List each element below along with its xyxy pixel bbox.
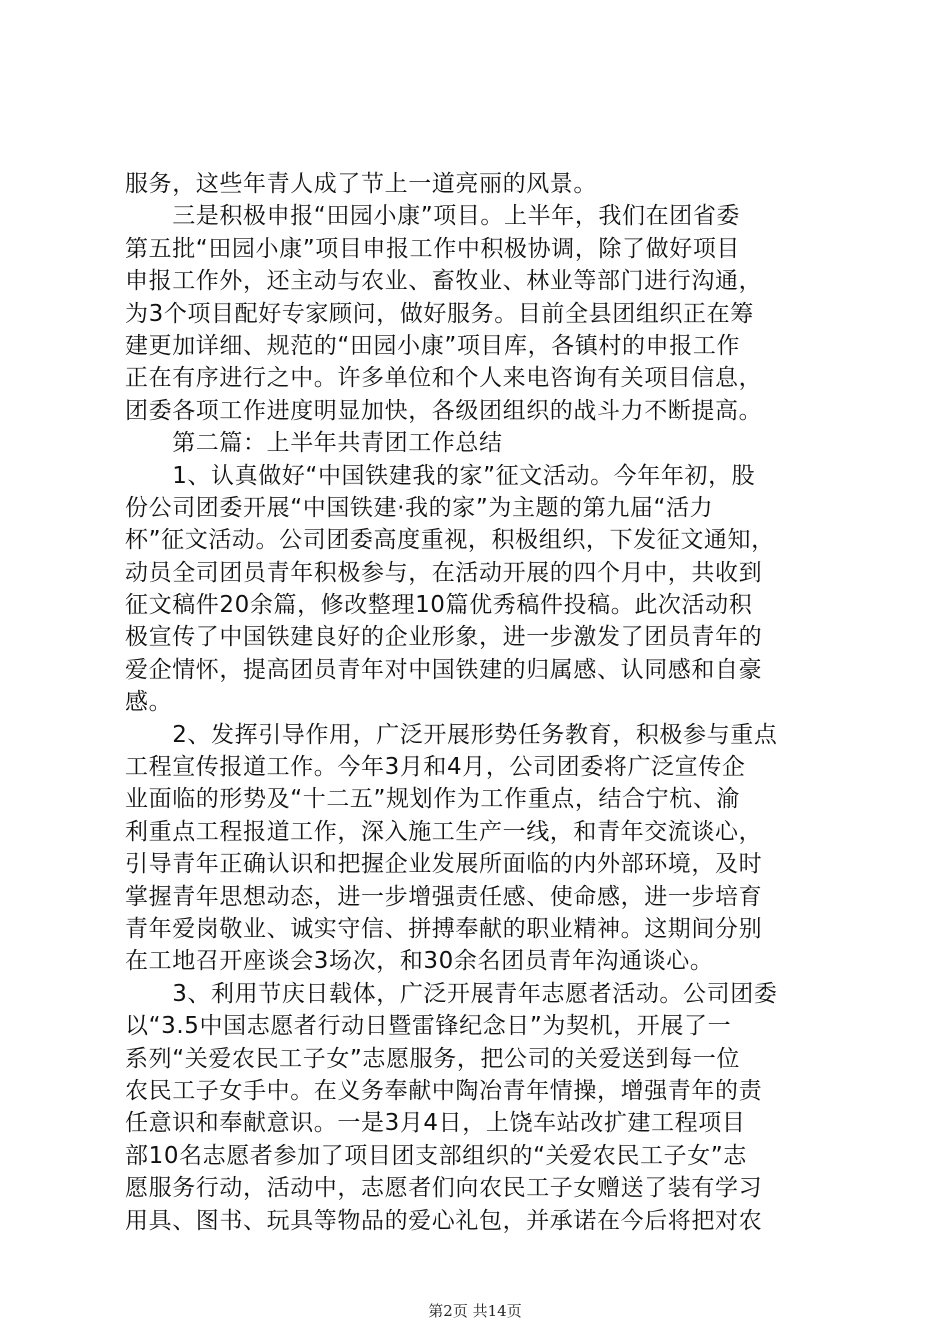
text-line: 以“3.5中国志愿者行动日暨雷锋纪念日”为契机，开展了一 <box>125 1013 732 1040</box>
text-line: 感。 <box>125 689 173 716</box>
text-line: 2、发挥引导作用，广泛开展形势任务教育，积极参与重点 <box>125 721 778 748</box>
text-line: 申报工作外，还主动与农业、畜牧业、林业等部门进行沟通， <box>125 268 763 295</box>
text-line: 掌握青年思想动态，进一步增强责任感、使命感，进一步培育 <box>125 883 763 910</box>
text-line: 系列“关爱农民工子女”志愿服务，把公司的关爱送到每一位 <box>125 1045 741 1072</box>
text-line: 3、利用节庆日载体，广泛开展青年志愿者活动。公司团委 <box>125 980 778 1007</box>
text-line: 任意识和奉献意识。一是3月4日，上饶车站改扩建工程项目 <box>125 1110 746 1137</box>
text-line: 极宣传了中国铁建良好的企业形象，进一步激发了团员青年的 <box>125 624 763 651</box>
text-line: 利重点工程报道工作，深入施工生产一线，和青年交流谈心， <box>125 818 763 845</box>
document-body <box>125 168 830 1237</box>
text-line: 服务，这些年青人成了节上一道亮丽的风景。 <box>125 171 597 197</box>
text-line: 份公司团委开展“中国铁建·我的家”为主题的第九届“活力 <box>125 494 714 521</box>
text-line: 工程宣传报道工作。今年3月和4月，公司团委将广泛宣传企 <box>125 754 746 781</box>
text-line: 青年爱岗敬业、诚实守信、拼搏奉献的职业精神。这期间分别 <box>125 915 763 942</box>
text-line: 征文稿件20余篇，修改整理10篇优秀稿件投稿。此次活动积 <box>125 592 753 619</box>
text-line: 1、认真做好“中国铁建我的家”征文活动。今年年初，股 <box>125 462 756 489</box>
text-line: 在工地召开座谈会3场次，和30余名团员青年沟通谈心。 <box>125 948 714 975</box>
text-line: 动员全司团员青年积极参与，在活动开展的四个月中，共收到 <box>125 559 763 586</box>
text-line: 用具、图书、玩具等物品的爱心礼包，并承诺在今后将把对农 <box>125 1207 763 1234</box>
text-line: 第二篇：上半年共青团工作总结 <box>125 430 503 457</box>
text-line: 愿服务行动，活动中，志愿者们向农民工子女赠送了装有学习 <box>125 1175 763 1202</box>
text-line: 建更加详细、规范的“田园小康”项目库，各镇村的申报工作 <box>125 332 741 359</box>
text-line: 爱企情怀，提高团员青年对中国铁建的归属感、认同感和自豪 <box>125 656 763 683</box>
page-footer: 第2页 共14页 <box>428 1302 522 1320</box>
text-line: 团委各项工作进度明显加快，各级团组织的战斗力不断提高。 <box>125 397 763 424</box>
text-line: 部10名志愿者参加了项目团支部组织的“关爱农民工子女”志 <box>125 1142 747 1169</box>
text-line: 农民工子女手中。在义务奉献中陶冶青年情操，增强青年的责 <box>125 1077 763 1104</box>
text-line: 业面临的形势及“十二五”规划作为工作重点，结合宁杭、渝 <box>125 786 741 813</box>
text-line: 正在有序进行之中。许多单位和个人来电咨询有关项目信息， <box>125 365 763 392</box>
text-line: 为3个项目配好专家顾问，做好服务。目前全县团组织正在筹 <box>125 300 754 327</box>
text-line: 引导青年正确认识和把握企业发展所面临的内外部环境，及时 <box>125 851 763 878</box>
text-line: 三是积极申报“田园小康”项目。上半年，我们在团省委 <box>125 203 741 230</box>
text-line: 第五批“田园小康”项目申报工作中积极协调，除了做好项目 <box>125 235 741 262</box>
text-line: 杯”征文活动。公司团委高度重视，积极组织，下发征文通知， <box>125 527 775 554</box>
